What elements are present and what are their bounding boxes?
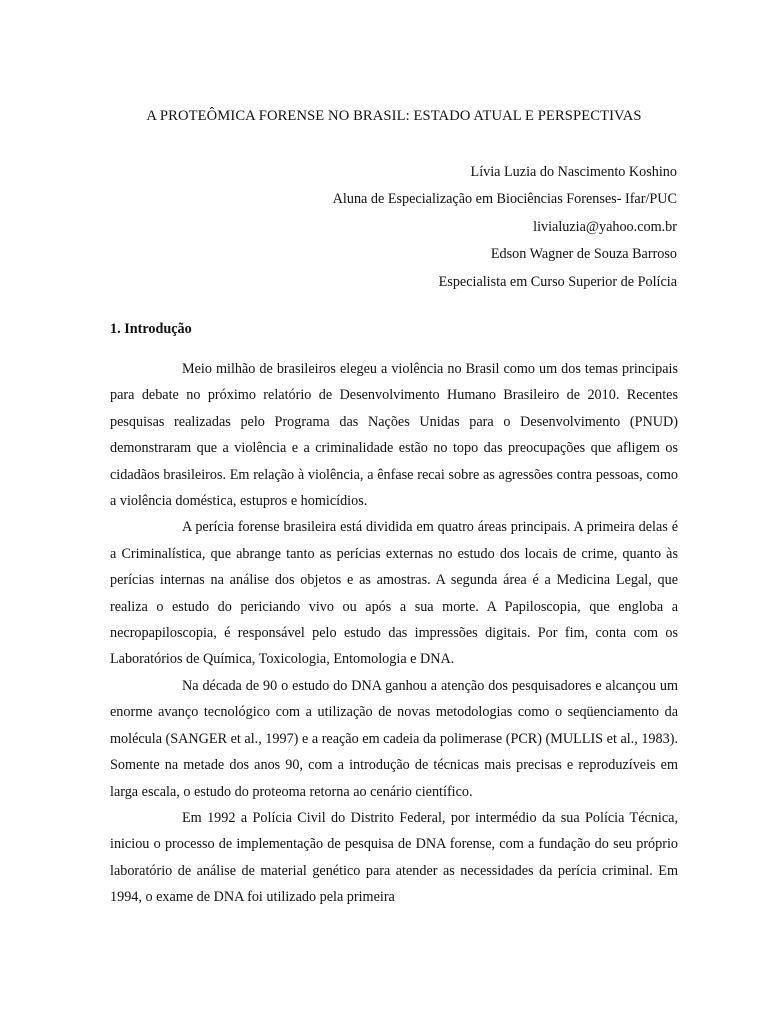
paragraph: Na década de 90 o estudo do DNA ganhou a atenção dos pesquisadores e alcançou um enorme avanço tecnológico com a utilização de novas metodologias como o seqüenciamento da molécula (SANGER et al., 1997) e a reação em cadeia da polimerase (PCR) (MULLIS et al., 1983). Somente na metade dos anos 90, com a introdução de técnicas mais precisas e reproduzíveis em larga escala, o estudo do proteoma retorna ao cenário científico. [110,677,678,800]
author-email-1: livialuzia@yahoo.com.br [533,218,677,235]
document-page [110,0,678,1024]
author-affiliation-1: Aluna de Especialização em Biociências Forenses- Ifar/PUC [332,191,677,208]
body-text [110,356,678,911]
author-affiliation-2: Especialista em Curso Superior de Polícia [438,273,677,290]
paragraph: Em 1992 a Polícia Civil do Distrito Federal, por intermédio da sua Polícia Técnica, iniciou o processo de implementação de pesquisa de DNA forense, com a fundação do seu próprio laboratório de análise de material genético para atender as necessidades da perícia criminal. Em 1994, o exame de DNA foi utilizado pela primeira [110,809,678,906]
author-block [333,159,677,296]
paragraph: Meio milhão de brasileiros elegeu a violência no Brasil como um dos temas principais para debate no próximo relatório de Desenvolvimento Humano Brasileiro de 2010. Recentes pesquisas realizadas pelo Programa das Nações Unidas para o Desenvolvimento (PNUD) demonstraram que a violência e a criminalidade estão no topo das preocupações que afligem os cidadãos brasileiros. Em relação à violência, a ênfase recai sobre as agressões contra pessoas, como a violência doméstica, estupros e homicídios. [110,361,678,510]
author-name-2: Edson Wagner de Souza Barroso [490,246,677,263]
document-title: A PROTEÔMICA FORENSE NO BRASIL: ESTADO ATUAL E PERSPECTIVAS [146,108,642,124]
section-heading: 1. Introdução [110,321,192,337]
author-name-1: Lívia Luzia do Nascimento Koshino [470,164,677,180]
paragraph: A perícia forense brasileira está dividida em quatro áreas principais. A primeira delas é a Criminalística, que abrange tanto as perícias externas no estudo dos locais de crime, quanto às perícias internas na análise dos objetos e as amostras. A segunda área é a Medicina Legal, que realiza o estudo do periciando vivo ou após a sua morte. A Papiloscopia, que engloba a necropapiloscopia, é responsável pelo estudo das impressões digitais. Por fim, conta com os Laboratórios de Química, Toxicologia, Entomologia e DNA. [110,519,678,668]
